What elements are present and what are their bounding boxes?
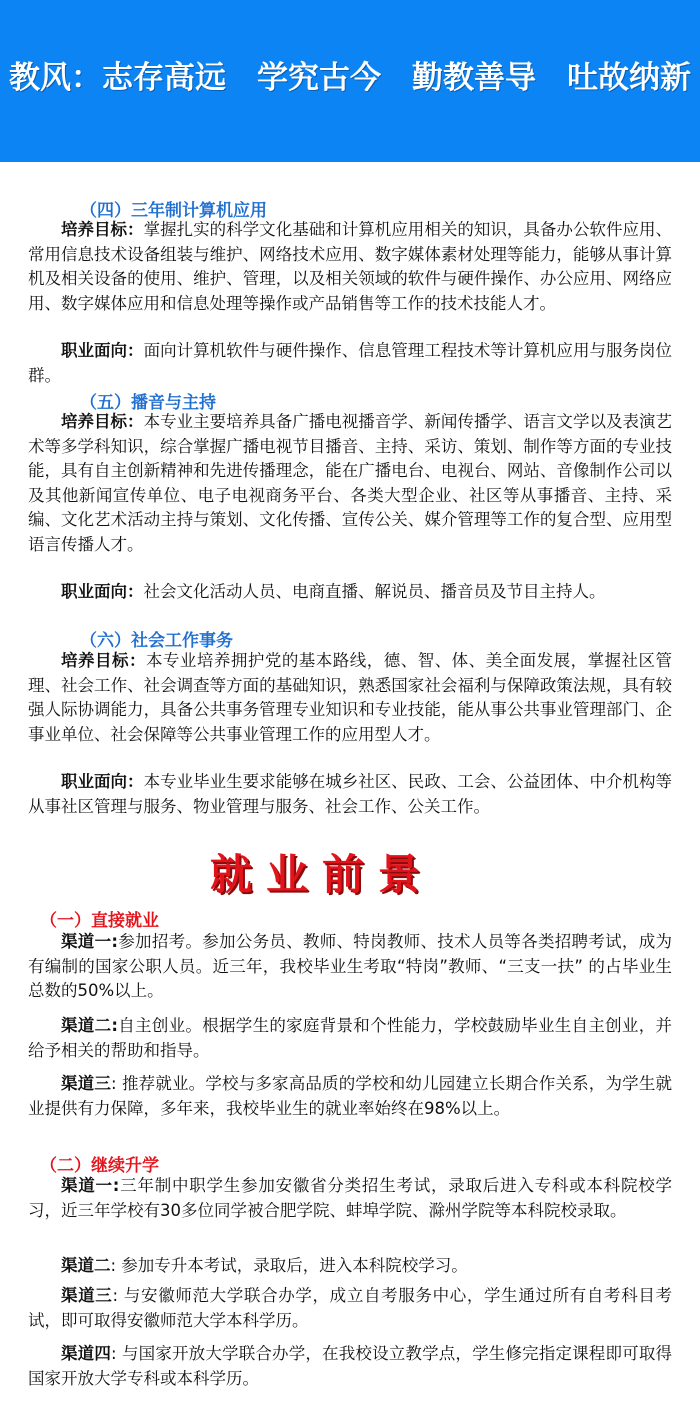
channel-text: : 推荐就业。学校与多家高品质的学校和幼儿园建立长期合作关系，为学生就业提供有力保障，多年来，我校毕业生的就业率始终在98%以上。	[28, 1074, 672, 1118]
channel-text: : 参加专升本考试，录取后，进入本科院校学习。	[110, 1256, 468, 1275]
goal-label: 培养目标：	[61, 412, 144, 431]
major-career-broadcasting	[28, 580, 672, 605]
channel-label: 渠道三	[61, 1074, 112, 1093]
content-area	[0, 162, 700, 1428]
header-banner	[0, 0, 700, 162]
major-goal-broadcasting	[28, 410, 672, 557]
channel-label: 渠道二:	[61, 1016, 118, 1035]
goal-text: 本专业培养拥护党的基本路线，德、智、体、美全面发展，掌握社区管理、社会工作、社会调查等方面的基础知识，熟悉国家社会福利与保障政策法规，具有较强人际协调能力，具备公共事务管理专业知识和专业技能，能从事公共事业管理部门、企事业单位、社会保障等公共事业管理工作的应用型人才。	[28, 651, 673, 744]
major-career-social-work	[28, 770, 672, 819]
career-text: 本专业毕业生要求能够在城乡社区、民政、工会、公益团体、中介机构等从事社区管理与服务、物业管理与服务、社会工作、公关工作。	[28, 772, 673, 816]
major-heading-broadcasting: （五）播音与主持	[80, 393, 216, 413]
channel-text: : 与安徽师范大学联合办学，成立自考服务中心，学生通过所有自考科目考试，即可取得安徽师范大学本科学历。	[28, 1286, 672, 1330]
career-text: 社会文化活动人员、电商直播、解说员、播音员及节目主持人。	[143, 582, 606, 601]
section-title-prospects: 就业前景	[209, 850, 434, 899]
channel-label: 渠道四	[61, 1344, 112, 1363]
career-text: 面向计算机软件与硬件操作、信息管理工程技术等计算机应用与服务岗位群。	[28, 341, 673, 385]
channel-label: 渠道二	[61, 1256, 111, 1275]
career-label: 职业面向：	[61, 341, 144, 360]
goal-text: 掌握扎实的科学文化基础和计算机应用相关的知识，具备办公软件应用、常用信息技术设备组装与维护、网络技术应用、数字媒体素材处理等能力，能够从事计算机及相关设备的使用、维护、管理，以及相关领域的软件与硬件操作、办公应用、网络应用、数字媒体应用和信息处理等操作或产品销售等工作的技术技能人才。	[28, 220, 673, 313]
major-career-computer	[28, 339, 672, 388]
motto-text: 教风：志存高远 学究古今 勤教善导 吐故纳新	[9, 60, 691, 96]
major-heading-computer: （四）三年制计算机应用	[80, 201, 267, 221]
channel-text: 自主创业。根据学生的家庭背景和个性能力，学校鼓励毕业生自主创业，并给予相关的帮助和指导。	[28, 1016, 672, 1060]
heading-direct-employment: （一）直接就业	[40, 911, 159, 931]
goal-label: 培养目标：	[61, 220, 144, 239]
channel-direct-1	[28, 930, 672, 1004]
channel-text: : 与国家开放大学联合办学，在我校设立教学点，学生修完指定课程即可取得国家开放大学专科或本科学历。	[28, 1344, 672, 1388]
goal-label: 培养目标：	[61, 651, 146, 670]
career-label: 职业面向：	[61, 772, 144, 791]
channel-direct-2	[28, 1014, 672, 1063]
channel-further-1	[28, 1174, 672, 1223]
channel-further-2	[28, 1254, 672, 1279]
major-heading-social-work: （六）社会工作事务	[80, 631, 233, 651]
major-goal-computer	[28, 218, 672, 316]
channel-further-3	[28, 1284, 672, 1333]
channel-further-4	[28, 1342, 672, 1391]
channel-label: 渠道三	[61, 1286, 113, 1305]
goal-text: 本专业主要培养具备广播电视播音学、新闻传播学、语言文学以及表演艺术等多学科知识，综合掌握广播电视节目播音、主持、采访、策划、制作等方面的专业技能，具有自主创新精神和先进传播理念，能在广播电台、电视台、网站、音像制作公司以及其他新闻宣传单位、电子电视商务平台、各类大型企业、社区等从事播音、主持、采编、文化艺术活动主持与策划、文化传播、宣传公关、媒介管理等工作的复合型、应用型语言传播人才。	[28, 412, 673, 554]
heading-further-study: （二）继续升学	[40, 1156, 159, 1176]
major-goal-social-work	[28, 649, 672, 747]
channel-label: 渠道一:	[61, 1176, 120, 1195]
career-label: 职业面向：	[61, 582, 144, 601]
channel-text: 参加招考。参加公务员、教师、特岗教师、技术人员等各类招聘考试，成为有编制的国家公职人员。近三年，我校毕业生考取“特岗”教师、“三支一扶” 的占毕业生总数的50%以上。	[28, 932, 672, 1000]
channel-label: 渠道一:	[61, 932, 118, 951]
channel-direct-3	[28, 1072, 672, 1121]
channel-text: 三年制中职学生参加安徽省分类招生考试，录取后进入专科或本科院校学习，近三年学校有30多位同学被合肥学院、蚌埠学院、滁州学院等本科院校录取。	[28, 1176, 672, 1220]
